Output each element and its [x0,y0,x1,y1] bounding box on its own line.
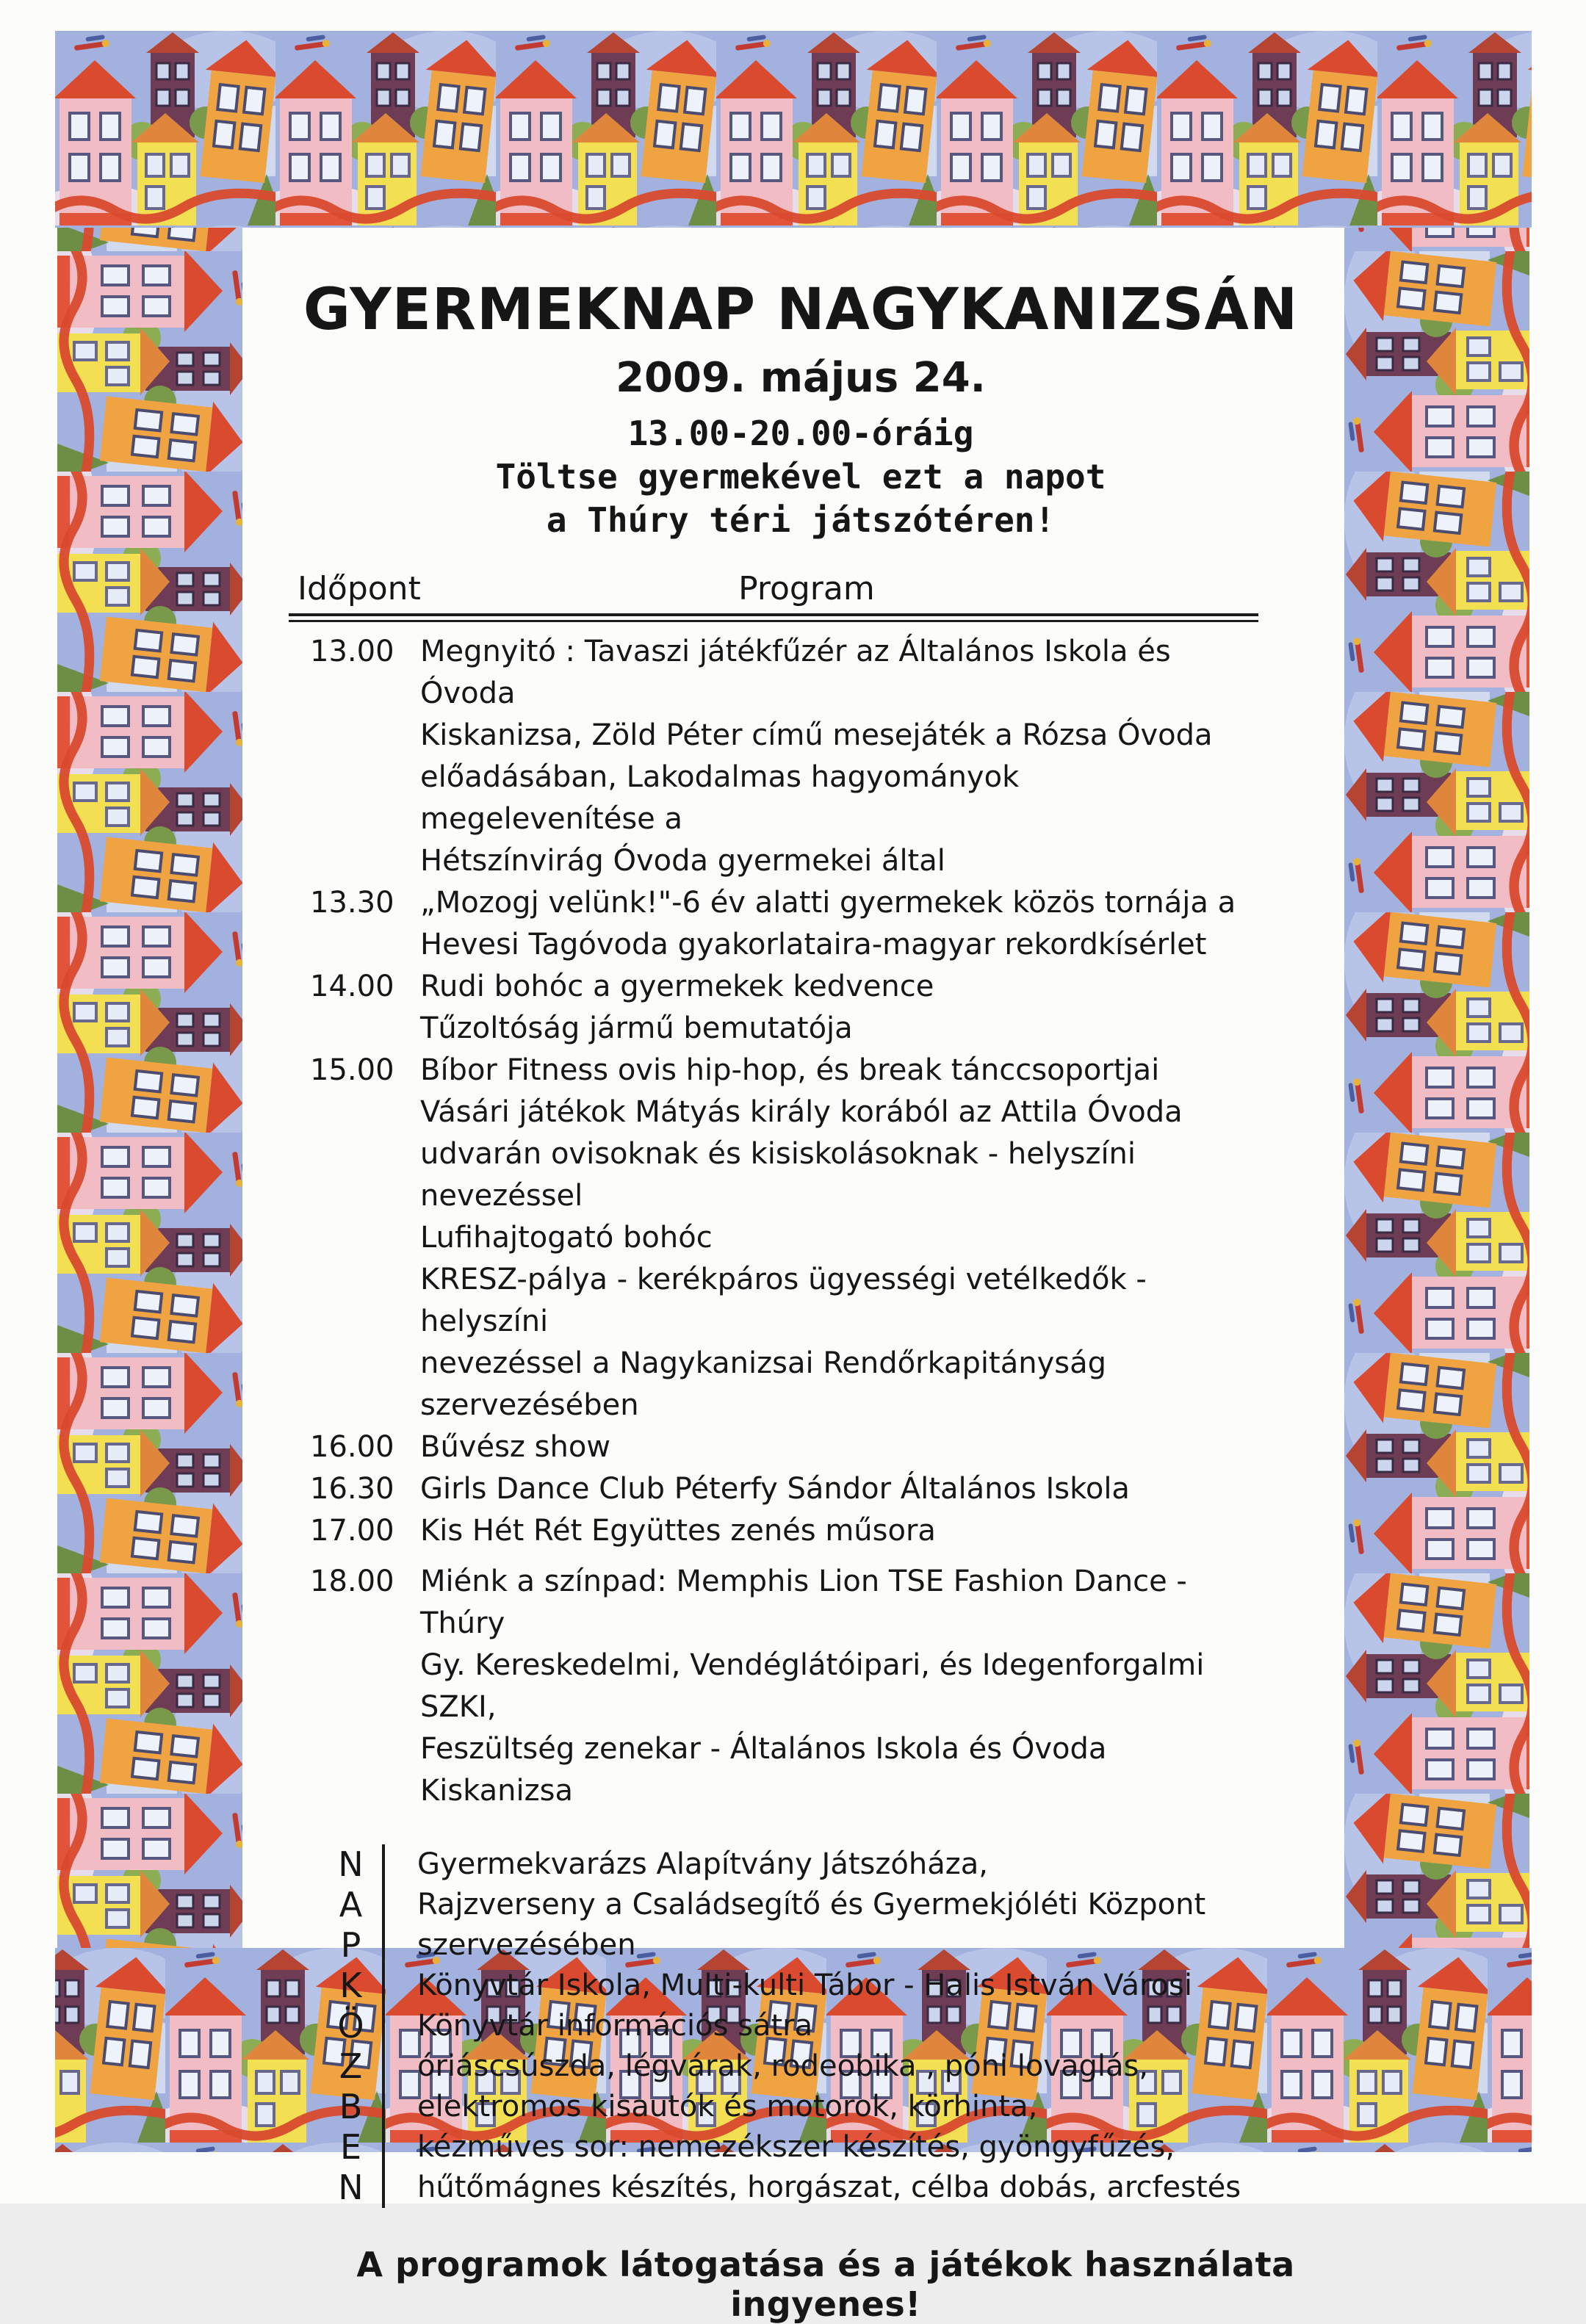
footer-wrap [307,2245,1344,2324]
schedule-program [420,1468,1258,1510]
schedule-time: 16.30 [310,1472,394,1506]
schedule-program [420,882,1258,966]
schedule-line: Tűzoltóság jármű bemutatója [420,1011,853,1046]
schedule-line: Bíbor Fitness ovis hip-hop, és break tánccsoportjai [420,1053,1160,1088]
napkozben-text: Könyvtár információs sátra [382,2006,1344,2046]
schedule-line: Gy. Kereskedelmi, Vendéglátóipari, és Idegenforgalmi SZKI, [420,1648,1205,1725]
schedule-program [420,1050,1258,1426]
schedule-row [289,1426,1258,1468]
napkozben-text: óriáscsúszda, légvárak, rodeobika , póni lovaglás, [382,2046,1344,2087]
houses-border-illustration-top [55,31,1532,228]
napkozben-letter: N [338,2168,364,2208]
napkozben-row [242,2168,1344,2208]
poster-date: 2009. május 24. [616,354,986,403]
schedule-line: Kiskanizsa, Zöld Péter című mesejáték a Rózsa Óvoda [420,718,1213,753]
schedule-row [289,882,1258,966]
poster-invite-line-2: a Thúry téri játszótéren! [546,500,1056,541]
poster-head [257,279,1344,542]
schedule-time: 16.00 [310,1430,394,1465]
schedule-row [289,966,1258,1050]
houses-border-illustration-right [1344,31,1529,2152]
napkozben-row [242,2006,1344,2046]
schedule-header-row [289,570,1258,607]
schedule-line: Rudi bohóc a gyermekek kedvence [420,970,934,1004]
napkozben-letter: K [339,1966,362,2006]
schedule-program [420,966,1258,1050]
napkozben-row [242,1844,1344,1885]
poster-title: GYERMEKNAP NAGYKANIZSÁN [303,277,1299,343]
schedule-line: Hevesi Tagóvoda gyakorlataira-magyar rekordkísérlet [420,928,1207,962]
napkozben-section [242,1844,1344,2208]
schedule-time: 15.00 [310,1053,394,1088]
schedule-time: 13.30 [310,886,394,920]
napkozben-letter: P [340,1925,361,1966]
schedule-line: KRESZ-pálya - kerékpáros ügyességi vetélkedők - helyszíni [420,1263,1147,1339]
poster-time-range: 13.00-20.00-óráig [627,414,974,454]
schedule-line: Feszültség zenekar - Általános Iskola és Óvoda Kiskanizsa [420,1732,1107,1808]
napkozben-row [242,2046,1344,2087]
napkozben-text: Rajzverseny a Családsegítő és Gyermekjóléti Központ [382,1885,1344,1925]
napkozben-letter: E [339,2127,362,2168]
schedule-row [289,1050,1258,1426]
schedule-line: Hétszínvirág Óvoda gyermekei által [420,844,945,878]
napkozben-letter: A [339,1885,363,1925]
schedule-row [289,1510,1258,1552]
schedule-program [420,1510,1258,1552]
poster-invite-line-1: Töltse gyermekével ezt a napot [495,457,1106,497]
column-header-idopont: Időpont [298,570,421,608]
schedule-program [420,1426,1258,1468]
schedule-line: Megnyitó : Tavaszi játékfűzér az Általános Iskola és Óvoda [420,635,1171,711]
napkozben-letter: B [339,2087,363,2127]
schedule-line: Girls Dance Club Péterfy Sándor Általános Iskola [420,1472,1130,1506]
schedule-line: Vásári játékok Mátyás király korából az Attila Óvoda [420,1095,1183,1130]
napkozben-letter: N [338,1844,364,1885]
schedule-line: Bűvész show [420,1430,611,1465]
schedule-table [289,570,1258,1812]
schedule-line: „Mozogj velünk!"-6 év alatti gyermekek közös tornája a [420,886,1236,920]
napkozben-row [242,2127,1344,2168]
poster-content [242,228,1344,2324]
schedule-time: 17.00 [310,1514,394,1548]
schedule-time: 18.00 [310,1565,394,1599]
napkozben-text: hűtőmágnes készítés, horgászat, célba dobás, arcfestés [382,2168,1344,2208]
column-header-program: Program [738,570,875,608]
schedule-line: Kis Hét Rét Együttes zenés műsora [420,1514,936,1548]
schedule-time: 14.00 [310,970,394,1004]
schedule-row [289,1468,1258,1510]
napkozben-letter: Ö [337,2006,364,2046]
napkozben-row [242,2087,1344,2127]
napkozben-row [242,1885,1344,1925]
header-divider [289,613,1258,622]
houses-border-illustration-left [57,31,242,2152]
schedule-line: udvarán ovisoknak és kisiskolásoknak - helyszíni nevezéssel [420,1137,1136,1213]
schedule-line: Lufihajtogató bohóc [420,1221,713,1255]
schedule-time: 13.00 [310,635,394,669]
napkozben-text: elektromos kisautók és motorok, körhinta, [382,2087,1344,2127]
napkozben-text: Könyvtár Iskola, Multi-kulti Tábor - Halis István Városi [382,1966,1344,2006]
schedule-line: Miénk a színpad: Memphis Lion TSE Fashion Dance -Thúry [420,1565,1187,1641]
schedule-row [289,631,1258,882]
napkozben-text: Gyermekvarázs Alapítvány Játszóháza, [382,1844,1344,1885]
schedule-row [289,1561,1258,1812]
schedule-program [420,1561,1258,1812]
napkozben-text: szervezésében [382,1925,1344,1966]
poster-subheader [257,412,1344,542]
napkozben-letter: Z [339,2046,363,2087]
schedule-line: előadásában, Lakodalmas hagyományok megelevenítése a [420,760,1020,837]
napkozben-row [242,1966,1344,2006]
napkozben-row [242,1925,1344,1966]
schedule-program [420,631,1258,882]
footer-note: A programok látogatása és a játékok használata ingyenes! [356,2245,1295,2324]
schedule-line: nevezéssel a Nagykanizsai Rendőrkapitányság szervezésében [420,1346,1107,1423]
napkozben-text: kézműves sor: nemezékszer készítés, gyöngyfűzés, [382,2127,1344,2168]
